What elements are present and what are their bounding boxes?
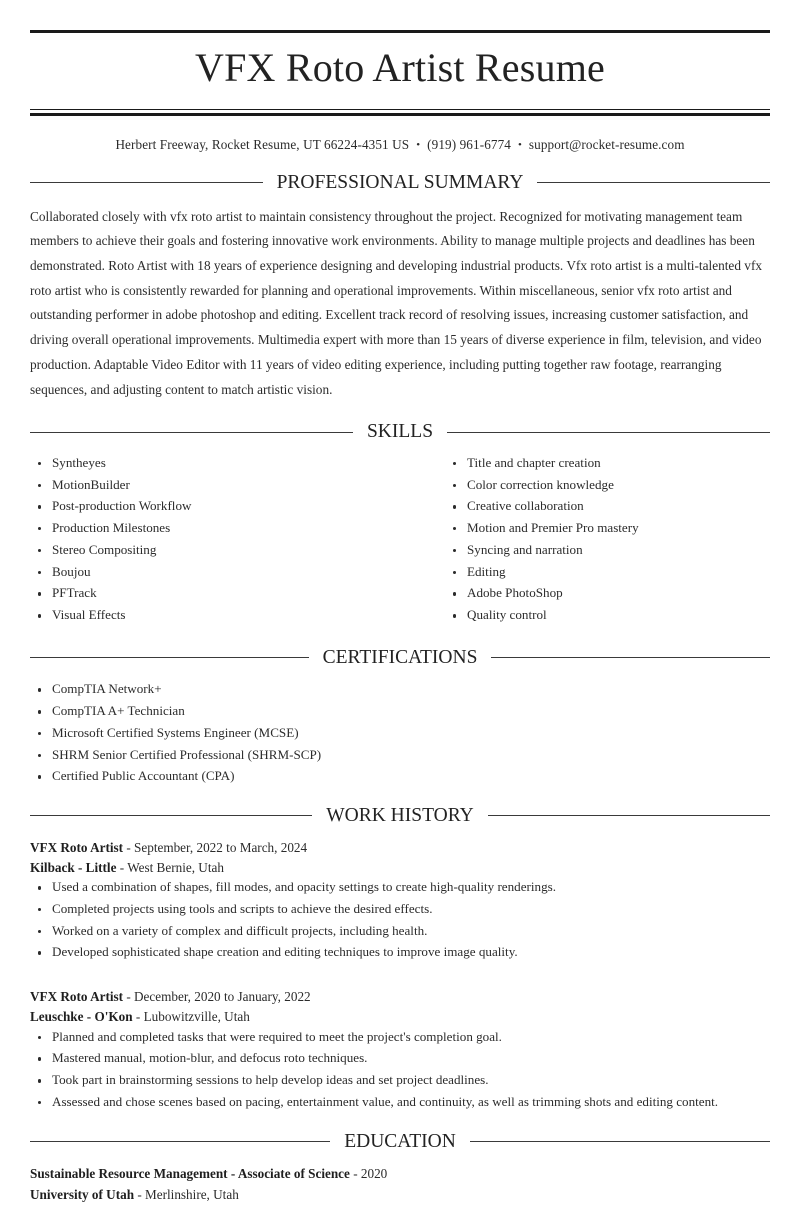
education-year: 2020	[360, 1166, 388, 1182]
section-rule-right	[488, 815, 770, 816]
list-item: Certified Public Accountant (CPA)	[30, 767, 770, 786]
list-item: Creative collaboration	[445, 497, 770, 516]
list-item: Syntheyes	[30, 454, 400, 473]
list-item: PFTrack	[30, 584, 400, 603]
list-item: Developed sophisticated shape creation and editing techniques to improve image quality.	[30, 943, 770, 962]
job-company-line	[30, 1007, 770, 1027]
job-company: Leuschke - O'Kon	[30, 1009, 133, 1025]
dash-separator: -	[126, 839, 131, 855]
contact-email: support@rocket-resume.com	[528, 137, 685, 152]
list-item: Microsoft Certified Systems Engineer (MCSE)	[30, 724, 770, 743]
job-company-line	[30, 858, 770, 878]
contact-address: Herbert Freeway, Rocket Resume, UT 66224-4351 US	[115, 137, 410, 152]
list-item: Mastered manual, motion-blur, and defocus roto techniques.	[30, 1049, 770, 1068]
job-location: West Bernie, Utah	[127, 859, 224, 875]
list-item: Visual Effects	[30, 606, 400, 625]
list-item: MotionBuilder	[30, 476, 400, 495]
list-item: Stereo Compositing	[30, 541, 400, 560]
list-item: Color correction knowledge	[445, 476, 770, 495]
list-item: Adobe PhotoShop	[445, 584, 770, 603]
certifications-list	[30, 680, 770, 786]
section-rule-left	[30, 657, 309, 658]
section-rule-right	[491, 657, 770, 658]
job-location: Lubowitzville, Utah	[143, 1009, 250, 1025]
contact-line	[30, 116, 770, 153]
education-school-line	[30, 1185, 770, 1205]
section-title-summary: PROFESSIONAL SUMMARY	[276, 172, 524, 193]
dash-separator: -	[119, 859, 125, 875]
job-dates: September, 2022 to March, 2024	[134, 839, 308, 855]
job-title-line	[30, 838, 770, 858]
job-bullets-list	[30, 878, 770, 962]
section-rule-left	[30, 1141, 330, 1142]
skills-column-left	[30, 454, 400, 628]
list-item: Post-production Workflow	[30, 497, 400, 516]
job-dates: December, 2020 to January, 2022	[134, 989, 311, 1005]
job-title: VFX Roto Artist	[30, 839, 124, 855]
education-degree: Sustainable Resource Management - Associate of Science	[30, 1166, 350, 1182]
section-title-certifications: CERTIFICATIONS	[322, 646, 478, 668]
skills-list-left	[30, 454, 400, 625]
section-title-education: EDUCATION	[344, 1130, 456, 1152]
section-header-summary	[30, 173, 770, 193]
section-rule-right	[470, 1141, 770, 1142]
section-rule-left	[30, 432, 353, 433]
list-item: Planned and completed tasks that were required to meet the project's completion goal.	[30, 1028, 770, 1047]
header-rule-bottom	[30, 109, 770, 116]
list-item: Motion and Premier Pro mastery	[445, 519, 770, 538]
contact-phone: (919) 961-6774	[427, 137, 511, 152]
summary-text: Collaborated closely with vfx roto artist to maintain consistency throughout the project. Recognized for motivating management team members to achieve their goals and fostering innovative work environments. Ability to manage multiple projects and deadlines has been demonstrated. Roto Artist with 18 years of experience designing and developing industrial products. Vfx roto artist is a multi-talented vfx roto artist who is consistently rewarded for planning and operational improvements. Within miscellaneous, senior vfx roto artist and outstanding performer in adobe photoshop and editing. Excellent track record of resolving issues, increasing customer satisfaction, and driving overall operational improvements. Multimedia expert with more than 15 years of diverse experience in film, television, and video production. Adaptable Video Editor with 11 years of video editing experience, including putting together raw footage, rearranging sequences, and adjusting content to match artistic vision.	[30, 208, 763, 397]
contact-separator-1: •	[416, 139, 421, 151]
section-header-education	[30, 1132, 770, 1152]
skills-columns	[30, 442, 770, 628]
job-entry	[30, 838, 770, 963]
section-rule-right	[447, 432, 770, 433]
dash-separator: -	[126, 989, 131, 1005]
job-title: VFX Roto Artist	[30, 989, 124, 1005]
section-title-work-history: WORK HISTORY	[326, 805, 474, 827]
list-item: Title and chapter creation	[445, 454, 770, 473]
contact-separator-2: •	[517, 139, 522, 151]
education-school: University of Utah	[30, 1186, 135, 1202]
section-rule-left	[30, 182, 263, 183]
dash-separator: -	[353, 1166, 358, 1182]
job-entry	[30, 987, 770, 1112]
list-item: Used a combination of shapes, fill modes, and opacity settings to create high-quality renderings.	[30, 878, 770, 897]
list-item: Took part in brainstorming sessions to help develop ideas and set project deadlines.	[30, 1071, 770, 1090]
skills-column-right	[400, 454, 770, 628]
list-item: CompTIA Network+	[30, 680, 770, 699]
section-title-skills: SKILLS	[366, 421, 434, 443]
list-item: Assessed and chose scenes based on pacing, entertainment value, and continuity, as well as trimming shots and editing content.	[30, 1093, 770, 1112]
certifications-body	[30, 667, 770, 786]
list-item: Worked on a variety of complex and difficult projects, including health.	[30, 922, 770, 941]
skills-list-right	[445, 454, 770, 625]
list-item: Quality control	[445, 606, 770, 625]
list-item: SHRM Senior Certified Professional (SHRM-SCP)	[30, 746, 770, 765]
education-body	[30, 1151, 770, 1205]
work-history-body	[30, 826, 770, 1112]
dash-separator: -	[135, 1009, 141, 1025]
section-header-skills	[30, 422, 770, 442]
job-bullets-list	[30, 1028, 770, 1112]
education-location: Merlinshire, Utah	[145, 1186, 239, 1202]
education-degree-line	[30, 1164, 770, 1184]
resume-page	[0, 30, 800, 1202]
section-rule-left	[30, 815, 312, 816]
list-item: Completed projects using tools and scripts to achieve the desired effects.	[30, 900, 770, 919]
job-company: Kilback - Little	[30, 859, 117, 875]
dash-separator: -	[137, 1186, 142, 1202]
section-header-certifications	[30, 648, 770, 668]
job-title-line	[30, 987, 770, 1007]
list-item: Editing	[445, 563, 770, 582]
list-item: Production Milestones	[30, 519, 400, 538]
list-item: Syncing and narration	[445, 541, 770, 560]
list-item: CompTIA A+ Technician	[30, 702, 770, 721]
list-item: Boujou	[30, 563, 400, 582]
section-header-work-history	[30, 806, 770, 826]
section-rule-right	[537, 182, 770, 183]
page-title: VFX Roto Artist Resume	[195, 45, 605, 90]
